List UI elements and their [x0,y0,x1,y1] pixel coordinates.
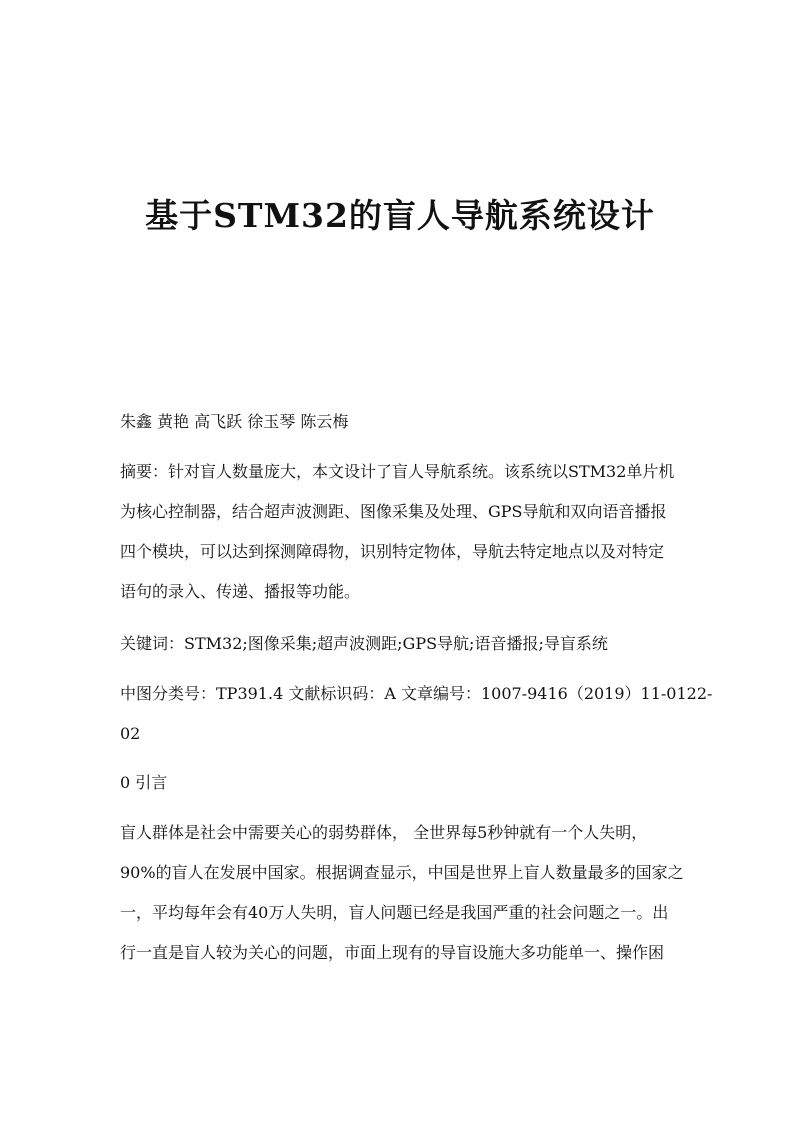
body-line: 90%的盲人在发展中国家。根据调查显示，中国是世界上盲人数量最多的国家之 [120,863,684,882]
abstract-line: 四个模块，可以达到探测障碍物，识别特定物体，导航去特定地点以及对特定 [120,542,665,561]
body-line: 行一直是盲人较为关心的问题，市面上现有的导盲设施大多功能单一、操作困 [120,943,665,962]
keywords-line: 关键词：STM32;图像采集;超声波测距;GPS导航;语音播报;导盲系统 [120,634,608,653]
body-line: 一，平均每年会有40万人失明，盲人问题已经是我国严重的社会问题之一。出 [120,903,669,922]
body-line: 盲人群体是社会中需要关心的弱势群体， 全世界每5秒钟就有一个人失明， [120,823,648,842]
section-heading: 0 引言 [120,773,168,792]
paper-title: 基于STM32的盲人导航系统设计 [145,196,655,235]
classification-line: 02 [120,724,141,743]
abstract-line: 摘要：针对盲人数量庞大，本文设计了盲人导航系统。该系统以STM32单片机 [120,462,675,481]
classification-line: 中图分类号：TP391.4 文献标识码：A 文章编号：1007-9416（2019）11-0122- [120,684,713,703]
abstract-line: 为核心控制器，结合超声波测距、图像采集及处理、GPS导航和双向语音播报 [120,502,667,521]
abstract-line: 语句的录入、传递、播报等功能。 [120,582,361,601]
author-list: 朱鑫 黄艳 高飞跃 徐玉琴 陈云梅 [120,412,349,431]
